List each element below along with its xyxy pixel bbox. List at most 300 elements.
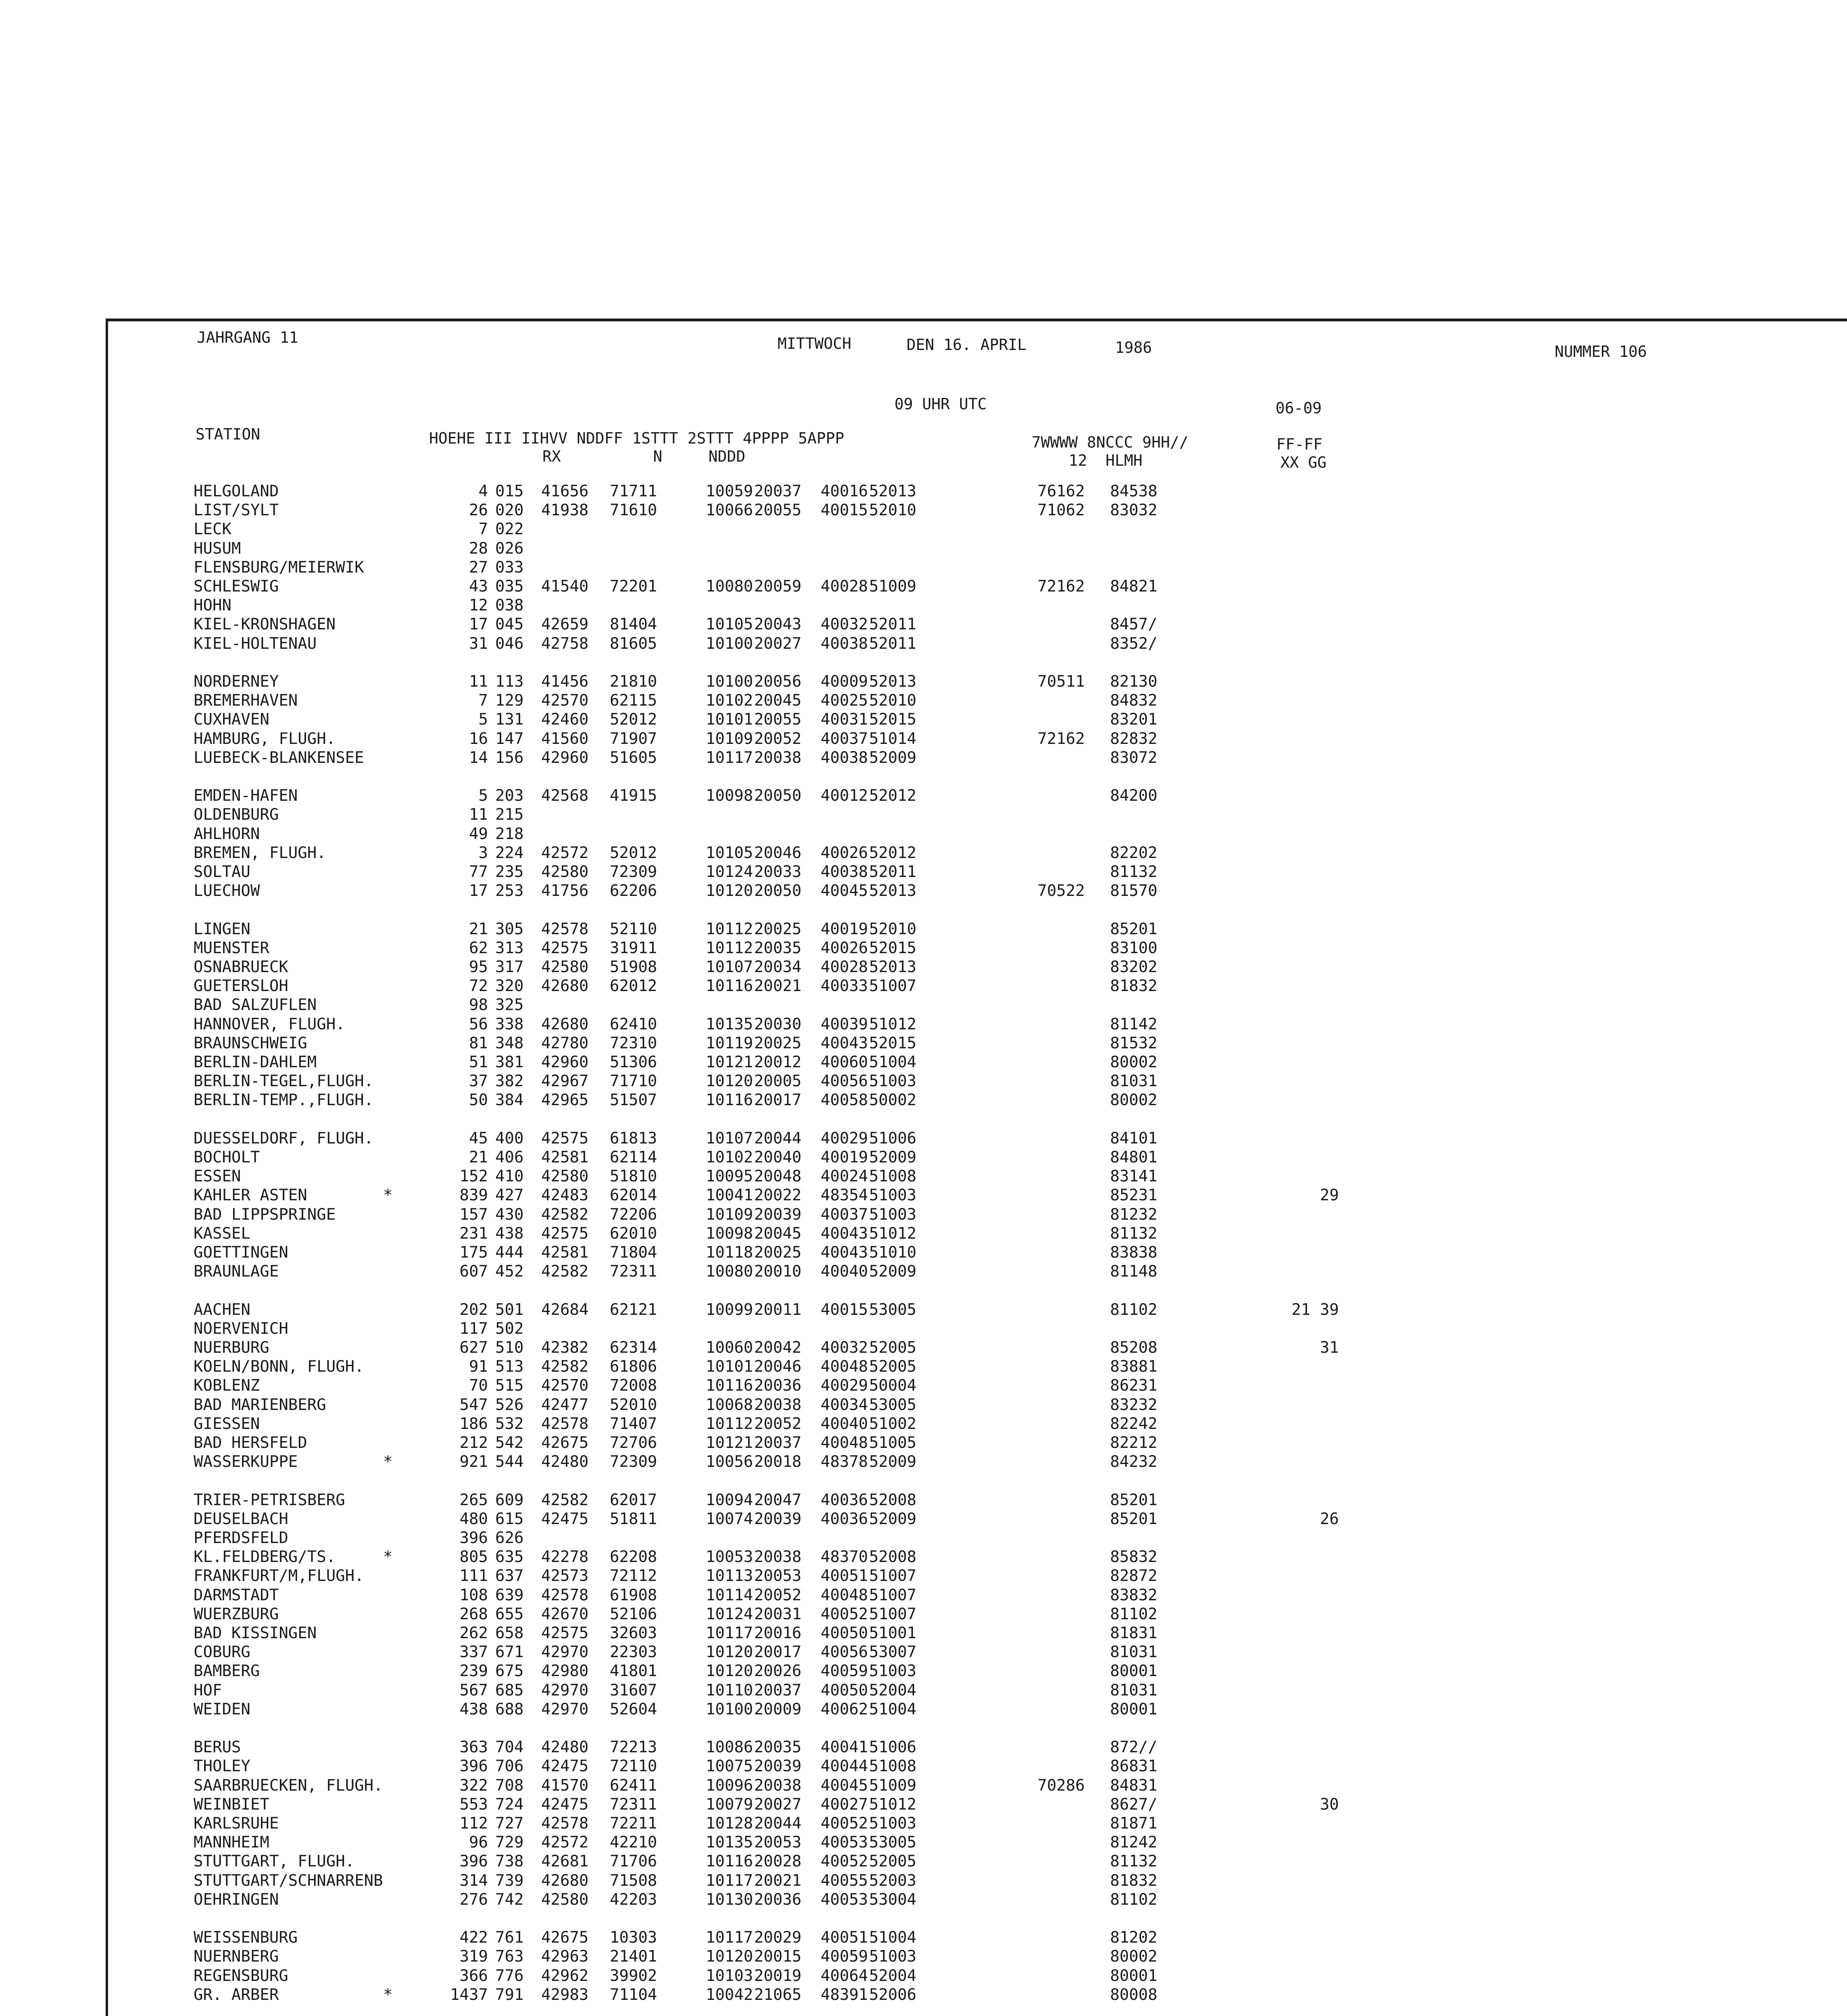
station-id: 320 <box>495 977 524 996</box>
group-4pppp: 40052 <box>821 1852 868 1871</box>
group-4pppp: 40037 <box>821 1205 868 1224</box>
group-2sttt: 20039 <box>754 1205 802 1224</box>
group-8nccc: 83141 <box>1110 1167 1157 1186</box>
station-id: 325 <box>495 996 524 1014</box>
group-iihvv: 41570 <box>541 1776 589 1795</box>
group-4pppp: 40038 <box>821 748 868 767</box>
group-5appp: 52015 <box>869 939 917 957</box>
group-8nccc: 80002 <box>1110 1947 1157 1966</box>
column-header-line2: RX N NDDD <box>542 448 746 465</box>
group-2sttt: 20037 <box>754 1681 802 1699</box>
group-iihvv: 42780 <box>541 1034 589 1052</box>
station-name: DEUSELBACH <box>194 1510 288 1528</box>
group-nddff: 71706 <box>610 1852 657 1871</box>
group-8nccc: 84538 <box>1110 482 1157 500</box>
group-2sttt: 20021 <box>754 1871 802 1890</box>
group-5appp: 52010 <box>869 691 917 710</box>
station-id: 609 <box>495 1491 524 1509</box>
group-8nccc: 81570 <box>1110 882 1157 900</box>
group-nddff: 62208 <box>610 1548 657 1566</box>
group-2sttt: 20034 <box>754 958 802 976</box>
group-1sttt: 10117 <box>706 1624 753 1642</box>
group-8nccc: 80002 <box>1110 1091 1157 1110</box>
group-1sttt: 10124 <box>706 863 753 881</box>
station-id: 131 <box>495 710 524 729</box>
group-iihvv: 42477 <box>541 1395 589 1414</box>
group-2sttt: 20011 <box>754 1300 802 1319</box>
station-id: 427 <box>495 1186 524 1205</box>
station-name: BERLIN-TEMP.,FLUGH. <box>194 1091 374 1110</box>
group-4pppp: 40062 <box>821 1700 868 1718</box>
elevation: 839 <box>459 1186 488 1205</box>
elevation: 322 <box>459 1776 488 1795</box>
group-4pppp: 40029 <box>821 1129 868 1148</box>
station-name: FLENSBURG/MEIERWIK <box>194 558 364 577</box>
group-8nccc: 81102 <box>1110 1605 1157 1623</box>
group-4pppp: 40024 <box>821 1167 868 1186</box>
group-iihvv: 42578 <box>541 920 589 938</box>
group-2sttt: 20052 <box>754 1586 802 1604</box>
group-nddff: 51810 <box>610 1167 657 1186</box>
elevation: 337 <box>459 1643 488 1662</box>
group-5appp: 51007 <box>869 977 917 996</box>
group-nddff: 62206 <box>610 882 657 900</box>
station-id: 626 <box>495 1529 524 1547</box>
station-name: WEINBIET <box>194 1795 269 1814</box>
elevation: 186 <box>459 1414 488 1433</box>
group-4pppp: 40039 <box>821 1015 868 1033</box>
group-nddff: 39902 <box>610 1966 657 1985</box>
group-2sttt: 20016 <box>754 1624 802 1642</box>
station-name: CUXHAVEN <box>194 710 269 729</box>
station-id: 253 <box>495 882 524 900</box>
group-8nccc: 83232 <box>1110 1395 1157 1414</box>
group-1sttt: 10105 <box>706 615 753 634</box>
group-1sttt: 10117 <box>706 1871 753 1890</box>
elevation: 5 <box>478 787 488 805</box>
group-iihvv: 42960 <box>541 1053 589 1071</box>
station-name: LUEBECK-BLANKENSEE <box>194 748 364 767</box>
station-id: 381 <box>495 1053 524 1071</box>
group-4pppp: 40026 <box>821 939 868 957</box>
elevation: 157 <box>459 1205 488 1224</box>
group-2sttt: 20056 <box>754 673 802 691</box>
group-iihvv: 42580 <box>541 863 589 881</box>
group-iihvv: 42568 <box>541 787 589 805</box>
group-8nccc: 82202 <box>1110 843 1157 862</box>
group-1sttt: 10060 <box>706 1339 753 1357</box>
group-iihvv: 41540 <box>541 577 589 596</box>
group-5appp: 52005 <box>869 1852 917 1871</box>
group-5appp: 51007 <box>869 1586 917 1604</box>
group-8nccc: 84801 <box>1110 1148 1157 1166</box>
elevation: 3 <box>478 843 488 862</box>
elevation: 276 <box>459 1890 488 1909</box>
column-wwww2: 12 HLMH <box>1069 452 1143 469</box>
group-iihvv: 42681 <box>541 1852 589 1871</box>
group-8nccc: 8457/ <box>1110 615 1157 634</box>
station-name: KIEL-KRONSHAGEN <box>194 615 336 634</box>
elevation: 921 <box>459 1453 488 1471</box>
group-8nccc: 872// <box>1110 1738 1157 1757</box>
group-4pppp: 40038 <box>821 634 868 653</box>
group-8nccc: 83202 <box>1110 958 1157 976</box>
station-id: 639 <box>495 1586 524 1604</box>
group-5appp: 51008 <box>869 1167 917 1186</box>
station-name: KOELN/BONN, FLUGH. <box>194 1358 364 1376</box>
group-1sttt: 10102 <box>706 691 753 710</box>
group-4pppp: 40043 <box>821 1224 868 1243</box>
group-4pppp: 40056 <box>821 1072 868 1091</box>
station-id: 305 <box>495 920 524 938</box>
elevation: 96 <box>469 1833 488 1852</box>
group-5appp: 52004 <box>869 1681 917 1699</box>
group-nddff: 72309 <box>610 1453 657 1471</box>
group-1sttt: 10120 <box>706 1662 753 1681</box>
group-5appp: 52009 <box>869 1510 917 1528</box>
station-name: WEIDEN <box>194 1700 250 1718</box>
elevation: 62 <box>469 939 488 957</box>
group-2sttt: 20010 <box>754 1262 802 1281</box>
group-4pppp: 40050 <box>821 1624 868 1642</box>
date: DEN 16. APRIL <box>907 336 1027 354</box>
mountain-star: * <box>383 1548 393 1566</box>
group-8nccc: 80008 <box>1110 1985 1157 2004</box>
elevation: 7 <box>478 691 488 710</box>
station-name: NORDERNEY <box>194 673 279 691</box>
group-iihvv: 42382 <box>541 1339 589 1357</box>
group-iihvv: 42475 <box>541 1757 589 1776</box>
station-id: 706 <box>495 1757 524 1776</box>
group-2sttt: 20055 <box>754 501 802 520</box>
group-iihvv: 42582 <box>541 1205 589 1224</box>
elevation: 81 <box>469 1034 488 1052</box>
station-name: BAD MARIENBERG <box>194 1395 326 1414</box>
station-name: WUERZBURG <box>194 1605 279 1623</box>
period: 06-09 <box>1276 399 1322 417</box>
station-id: 704 <box>495 1738 524 1757</box>
group-5appp: 52009 <box>869 1453 917 1471</box>
group-7wwww: 70522 <box>1037 882 1085 900</box>
group-2sttt: 20017 <box>754 1091 802 1110</box>
group-ffxx: 30 <box>1320 1795 1339 1814</box>
group-1sttt: 10068 <box>706 1395 753 1414</box>
group-nddff: 71610 <box>610 501 657 520</box>
group-iihvv: 42580 <box>541 958 589 976</box>
group-nddff: 52604 <box>610 1700 657 1718</box>
group-1sttt: 10103 <box>706 1966 753 1985</box>
group-iihvv: 41456 <box>541 673 589 691</box>
elevation: 202 <box>459 1300 488 1319</box>
group-2sttt: 20044 <box>754 1814 802 1833</box>
elevation: 112 <box>459 1814 488 1833</box>
group-nddff: 71407 <box>610 1414 657 1433</box>
group-8nccc: 81142 <box>1110 1015 1157 1033</box>
station-id: 637 <box>495 1567 524 1585</box>
group-iihvv: 41560 <box>541 729 589 748</box>
station-id: 776 <box>495 1966 524 1985</box>
station-name: HELGOLAND <box>194 482 279 500</box>
station-id: 655 <box>495 1605 524 1623</box>
station-id: 215 <box>495 806 524 824</box>
group-iihvv: 42570 <box>541 691 589 710</box>
group-5appp: 52015 <box>869 1034 917 1052</box>
group-5appp: 51003 <box>869 1186 917 1205</box>
group-4pppp: 40032 <box>821 615 868 634</box>
station-name: BERLIN-DAHLEM <box>194 1053 317 1071</box>
station-id: 338 <box>495 1015 524 1033</box>
station-id: 038 <box>495 596 524 615</box>
group-1sttt: 10041 <box>706 1186 753 1205</box>
group-5appp: 51003 <box>869 1814 917 1833</box>
group-5appp: 52013 <box>869 958 917 976</box>
group-2sttt: 20047 <box>754 1491 802 1509</box>
group-1sttt: 10107 <box>706 1129 753 1148</box>
station-id: 156 <box>495 748 524 767</box>
station-id: 406 <box>495 1148 524 1166</box>
group-8nccc: 81102 <box>1110 1890 1157 1909</box>
group-2sttt: 20045 <box>754 1224 802 1243</box>
station-name: LUECHOW <box>194 882 260 900</box>
group-8nccc: 85201 <box>1110 920 1157 938</box>
station-id: 544 <box>495 1453 524 1471</box>
group-7wwww: 71062 <box>1037 501 1085 520</box>
group-1sttt: 10114 <box>706 1586 753 1604</box>
station-name: WEISSENBURG <box>194 1929 298 1947</box>
group-iihvv: 42659 <box>541 615 589 634</box>
elevation: 152 <box>459 1167 488 1186</box>
group-4pppp: 40012 <box>821 787 868 805</box>
station-id: 224 <box>495 843 524 862</box>
group-8nccc: 83100 <box>1110 939 1157 957</box>
group-nddff: 51507 <box>610 1091 657 1110</box>
elevation: 12 <box>469 596 488 615</box>
column-header-line1: HOEHE III IIHVV NDDFF 1STTT 2STTT 4PPPP 5APPP <box>429 429 844 447</box>
station-name: PFERDSFELD <box>194 1529 288 1547</box>
station-id: 235 <box>495 863 524 881</box>
group-8nccc: 82212 <box>1110 1434 1157 1452</box>
group-2sttt: 20052 <box>754 729 802 748</box>
station-name: GIESSEN <box>194 1414 260 1433</box>
group-8nccc: 81031 <box>1110 1681 1157 1699</box>
table-frame <box>106 319 1847 2016</box>
group-5appp: 51009 <box>869 1776 917 1795</box>
group-7wwww: 72162 <box>1037 577 1085 596</box>
group-7wwww: 72162 <box>1037 729 1085 748</box>
elevation: 7 <box>478 520 488 539</box>
group-8nccc: 81242 <box>1110 1833 1157 1852</box>
group-4pppp: 40027 <box>821 1795 868 1814</box>
station-id: 045 <box>495 615 524 634</box>
station-name: LIST/SYLT <box>194 501 279 520</box>
group-nddff: 10303 <box>610 1929 657 1947</box>
group-iihvv: 42582 <box>541 1262 589 1281</box>
group-iihvv: 42475 <box>541 1795 589 1814</box>
station-name: GOETTINGEN <box>194 1243 288 1262</box>
mountain-star: * <box>383 1453 393 1471</box>
group-4pppp: 48378 <box>821 1453 868 1471</box>
group-2sttt: 20038 <box>754 748 802 767</box>
group-iihvv: 42670 <box>541 1605 589 1623</box>
station-id: 022 <box>495 520 524 539</box>
group-1sttt: 10080 <box>706 1262 753 1281</box>
group-8nccc: 84200 <box>1110 787 1157 805</box>
group-5appp: 51010 <box>869 1243 917 1262</box>
group-5appp: 51003 <box>869 1205 917 1224</box>
group-1sttt: 10135 <box>706 1833 753 1852</box>
group-5appp: 52012 <box>869 787 917 805</box>
group-nddff: 71804 <box>610 1243 657 1262</box>
group-4pppp: 40036 <box>821 1491 868 1509</box>
group-5appp: 52011 <box>869 634 917 653</box>
group-1sttt: 10117 <box>706 748 753 767</box>
group-1sttt: 10100 <box>706 1700 753 1718</box>
group-iihvv: 42980 <box>541 1662 589 1681</box>
group-1sttt: 10100 <box>706 673 753 691</box>
group-iihvv: 42575 <box>541 1129 589 1148</box>
station-name: KARLSRUHE <box>194 1814 279 1833</box>
station-id: 147 <box>495 729 524 748</box>
group-2sttt: 20028 <box>754 1852 802 1871</box>
group-nddff: 71710 <box>610 1072 657 1091</box>
group-1sttt: 10124 <box>706 1605 753 1623</box>
group-4pppp: 40052 <box>821 1814 868 1833</box>
group-4pppp: 40036 <box>821 1510 868 1528</box>
group-8nccc: 82832 <box>1110 729 1157 748</box>
station-name: BREMERHAVEN <box>194 691 298 710</box>
station-name: GUETERSLOH <box>194 977 288 996</box>
group-8nccc: 81832 <box>1110 1871 1157 1890</box>
group-1sttt: 10113 <box>706 1567 753 1585</box>
group-8nccc: 81031 <box>1110 1072 1157 1091</box>
station-name: KOBLENZ <box>194 1377 260 1395</box>
station-name: BOCHOLT <box>194 1148 260 1166</box>
group-4pppp: 40025 <box>821 691 868 710</box>
station-name: LECK <box>194 520 231 539</box>
group-5appp: 50002 <box>869 1091 917 1110</box>
group-5appp: 52010 <box>869 920 917 938</box>
group-5appp: 51008 <box>869 1757 917 1776</box>
group-4pppp: 40043 <box>821 1034 868 1052</box>
group-1sttt: 10098 <box>706 787 753 805</box>
group-2sttt: 20043 <box>754 615 802 634</box>
station-id: 671 <box>495 1643 524 1662</box>
group-4pppp: 40064 <box>821 1966 868 1985</box>
group-8nccc: 82242 <box>1110 1414 1157 1433</box>
group-5appp: 51003 <box>869 1072 917 1091</box>
group-4pppp: 40051 <box>821 1929 868 1947</box>
group-4pppp: 48391 <box>821 1985 868 2004</box>
mountain-star: * <box>383 1186 393 1205</box>
elevation: 77 <box>469 863 488 881</box>
group-iihvv: 42572 <box>541 1833 589 1852</box>
station-id: 382 <box>495 1072 524 1091</box>
station-id: 685 <box>495 1681 524 1699</box>
group-1sttt: 10100 <box>706 634 753 653</box>
elevation: 480 <box>459 1510 488 1528</box>
group-2sttt: 20046 <box>754 843 802 862</box>
group-nddff: 62017 <box>610 1491 657 1509</box>
group-iihvv: 42582 <box>541 1491 589 1509</box>
group-nddff: 71104 <box>610 1985 657 2004</box>
station-id: 688 <box>495 1700 524 1718</box>
group-5appp: 51012 <box>869 1224 917 1243</box>
group-2sttt: 20052 <box>754 1414 802 1433</box>
station-id: 615 <box>495 1510 524 1528</box>
elevation: 319 <box>459 1947 488 1966</box>
elevation: 11 <box>469 673 488 691</box>
elevation: 627 <box>459 1339 488 1357</box>
group-4pppp: 40060 <box>821 1053 868 1071</box>
group-4pppp: 40038 <box>821 863 868 881</box>
elevation: 51 <box>469 1053 488 1071</box>
station-id: 317 <box>495 958 524 976</box>
group-5appp: 51005 <box>869 1434 917 1452</box>
station-name: DARMSTADT <box>194 1586 279 1604</box>
group-iihvv: 42483 <box>541 1186 589 1205</box>
elevation: 212 <box>459 1434 488 1452</box>
group-2sttt: 20039 <box>754 1510 802 1528</box>
group-nddff: 71711 <box>610 482 657 500</box>
elevation: 239 <box>459 1662 488 1681</box>
group-5appp: 52003 <box>869 1871 917 1890</box>
group-iihvv: 41756 <box>541 882 589 900</box>
group-5appp: 50004 <box>869 1377 917 1395</box>
group-8nccc: 80001 <box>1110 1966 1157 1985</box>
station-name: MANNHEIM <box>194 1833 269 1852</box>
group-2sttt: 20026 <box>754 1662 802 1681</box>
group-1sttt: 10096 <box>706 1776 753 1795</box>
group-1sttt: 10075 <box>706 1757 753 1776</box>
station-name: OSNABRUECK <box>194 958 288 976</box>
group-4pppp: 40045 <box>821 882 868 900</box>
group-1sttt: 10101 <box>706 1358 753 1376</box>
group-4pppp: 40045 <box>821 1776 868 1795</box>
group-iihvv: 41656 <box>541 482 589 500</box>
group-5appp: 51014 <box>869 729 917 748</box>
elevation: 95 <box>469 958 488 976</box>
group-2sttt: 20042 <box>754 1339 802 1357</box>
group-2sttt: 20005 <box>754 1072 802 1091</box>
group-5appp: 51006 <box>869 1129 917 1148</box>
group-4pppp: 48370 <box>821 1548 868 1566</box>
group-1sttt: 10053 <box>706 1548 753 1566</box>
group-nddff: 72112 <box>610 1567 657 1585</box>
group-4pppp: 40028 <box>821 958 868 976</box>
group-nddff: 62014 <box>610 1186 657 1205</box>
group-1sttt: 10120 <box>706 882 753 900</box>
group-nddff: 62114 <box>610 1148 657 1166</box>
station-name: BAD SALZUFLEN <box>194 996 317 1014</box>
group-2sttt: 20029 <box>754 1929 802 1947</box>
group-4pppp: 40056 <box>821 1643 868 1662</box>
elevation: 553 <box>459 1795 488 1814</box>
group-2sttt: 20045 <box>754 691 802 710</box>
group-1sttt: 10095 <box>706 1167 753 1186</box>
group-4pppp: 40009 <box>821 673 868 691</box>
station-name: HAMBURG, FLUGH. <box>194 729 336 748</box>
group-nddff: 21810 <box>610 673 657 691</box>
group-8nccc: 80001 <box>1110 1662 1157 1681</box>
station-name: TRIER-PETRISBERG <box>194 1491 345 1509</box>
group-1sttt: 10116 <box>706 1091 753 1110</box>
group-iihvv: 42967 <box>541 1072 589 1091</box>
group-2sttt: 20021 <box>754 977 802 996</box>
group-8nccc: 84821 <box>1110 577 1157 596</box>
group-2sttt: 20031 <box>754 1605 802 1623</box>
group-iihvv: 42580 <box>541 1167 589 1186</box>
group-nddff: 51306 <box>610 1053 657 1071</box>
